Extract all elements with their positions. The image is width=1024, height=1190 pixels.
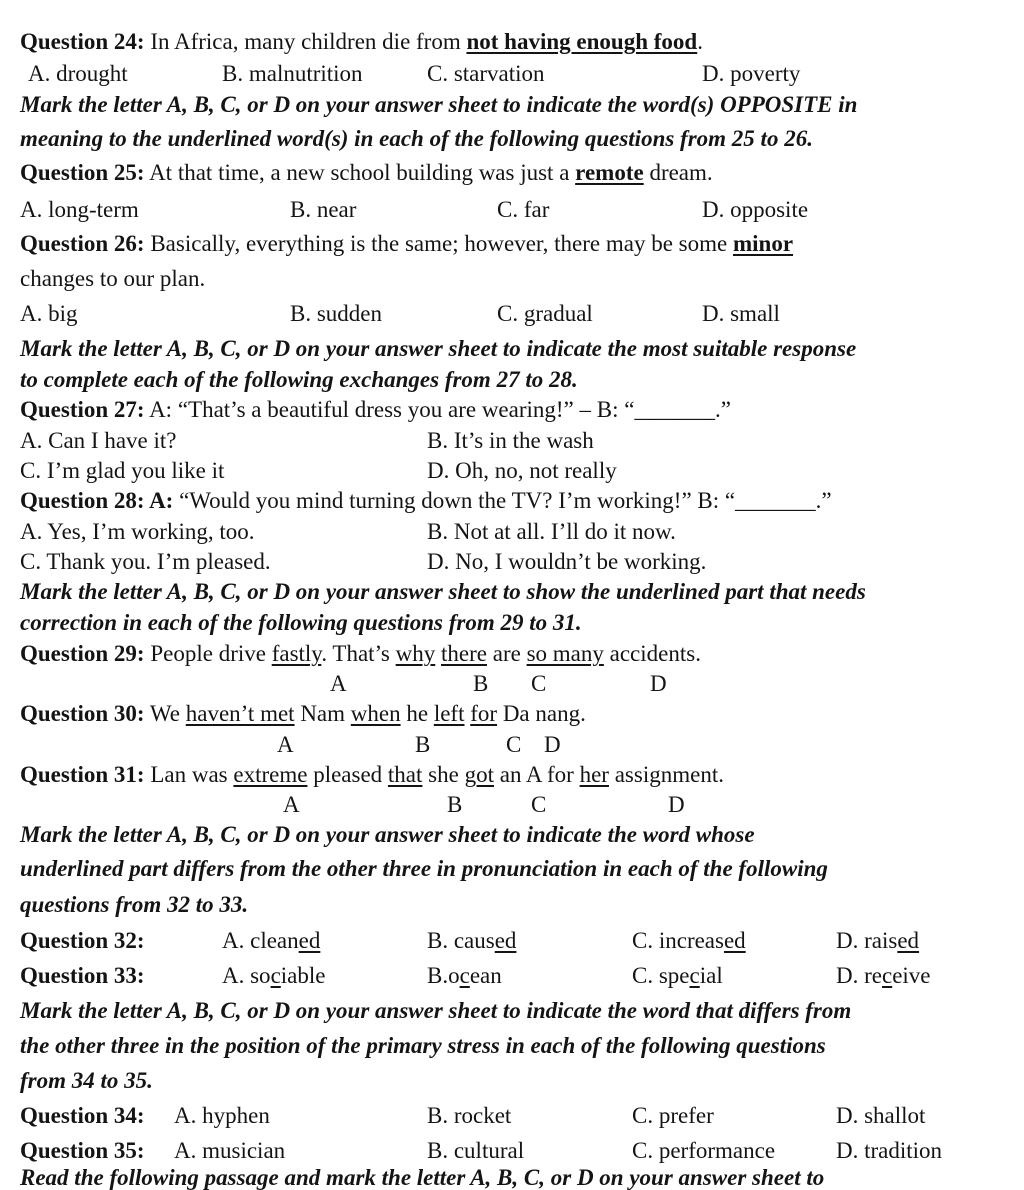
underlined-part-d: so many bbox=[526, 641, 604, 666]
option-a: A. long-term bbox=[20, 197, 139, 222]
option-d: D. opposite bbox=[702, 197, 809, 222]
part-label-a: A bbox=[277, 732, 294, 757]
option-a: A. sociable bbox=[222, 963, 326, 988]
question-33-label: Question 33: bbox=[20, 963, 145, 988]
question-label: Question 31: bbox=[20, 762, 145, 787]
underlined-part-d: her bbox=[579, 762, 609, 787]
option-a: A. hyphen bbox=[174, 1103, 270, 1128]
underlined-part-c: left bbox=[433, 701, 465, 726]
instruction-line: Mark the letter A, B, C, or D on your answer sheet to indicate the most suitable response bbox=[20, 336, 857, 361]
option-c: C. far bbox=[497, 197, 550, 222]
option-a: A. Can I have it? bbox=[20, 428, 177, 453]
option-c: C. increased bbox=[632, 928, 746, 953]
part-label-c: C bbox=[506, 732, 522, 757]
option-c: C. I’m glad you like it bbox=[20, 458, 225, 483]
option-a: A. musician bbox=[174, 1138, 286, 1163]
option-d: D. small bbox=[702, 301, 780, 326]
instruction-line: Mark the letter A, B, C, or D on your answer sheet to indicate the word that differs from bbox=[20, 998, 852, 1023]
option-a: A. Yes, I’m working, too. bbox=[20, 519, 255, 544]
instruction-line: to complete each of the following exchanges from 27 to 28. bbox=[20, 367, 578, 392]
part-label-c: C bbox=[531, 671, 547, 696]
question-34-label: Question 34: bbox=[20, 1103, 145, 1128]
underlined-part-a: extreme bbox=[233, 762, 308, 787]
instruction-line: Mark the letter A, B, C, or D on your answer sheet to show the underlined part that needs bbox=[20, 579, 866, 604]
question-label: Question 28: A: bbox=[20, 488, 174, 513]
question-31: Question 31: Lan was extreme pleased that she got an A for her assignment. bbox=[20, 762, 724, 787]
underlined-part-b: why bbox=[395, 641, 436, 666]
option-b: B.ocean bbox=[427, 963, 502, 988]
instruction-line: the other three in the position of the primary stress in each of the following questions bbox=[20, 1033, 826, 1058]
option-d: D. poverty bbox=[702, 61, 801, 86]
question-32-label: Question 32: bbox=[20, 928, 145, 953]
part-label-d: D bbox=[650, 671, 667, 696]
option-c: C. starvation bbox=[427, 61, 545, 86]
underlined-part-d: for bbox=[470, 701, 498, 726]
option-b: B. malnutrition bbox=[222, 61, 363, 86]
question-continuation: changes to our plan. bbox=[20, 266, 206, 291]
cutoff-instruction-line: Read the following passage and mark the letter A, B, C, or D on your answer sheet to bbox=[20, 1165, 825, 1190]
option-a: A. cleaned bbox=[222, 928, 321, 953]
option-b: B. It’s in the wash bbox=[427, 428, 594, 453]
option-d: D. tradition bbox=[836, 1138, 943, 1163]
option-c: C. special bbox=[632, 963, 723, 988]
option-c: C. performance bbox=[632, 1138, 776, 1163]
question-27: Question 27: A: “That’s a beautiful dress you are wearing!” – B: “_______.” bbox=[20, 397, 731, 422]
part-label-b: B bbox=[447, 792, 463, 817]
part-label-b: B bbox=[415, 732, 431, 757]
question-25: Question 25: At that time, a new school building was just a remote dream. bbox=[20, 160, 713, 185]
part-label-d: D bbox=[668, 792, 685, 817]
part-label-b: B bbox=[473, 671, 489, 696]
instruction-line: Mark the letter A, B, C, or D on your answer sheet to indicate the word whose bbox=[20, 822, 755, 847]
instruction-line: questions from 32 to 33. bbox=[20, 892, 249, 917]
question-28: Question 28: A: “Would you mind turning down the TV? I’m working!” B: “_______.” bbox=[20, 488, 832, 513]
question-30: Question 30: We haven’t met Nam when he left for Da nang. bbox=[20, 701, 586, 726]
question-29: Question 29: People drive fastly. That’s why there are so many accidents. bbox=[20, 641, 701, 666]
question-label: Question 27: bbox=[20, 397, 145, 422]
underlined-part-a: fastly bbox=[271, 641, 322, 666]
underlined-part-b: that bbox=[387, 762, 423, 787]
part-label-d: D bbox=[544, 732, 561, 757]
question-24: Question 24: In Africa, many children die from not having enough food. bbox=[20, 29, 703, 54]
instruction-line: from 34 to 35. bbox=[20, 1068, 153, 1093]
option-d: D. shallot bbox=[836, 1103, 926, 1128]
instruction-line: meaning to the underlined word(s) in each of the following questions from 25 to 26. bbox=[20, 126, 813, 151]
question-label: Question 24: bbox=[20, 29, 145, 54]
option-a: A. big bbox=[20, 301, 78, 326]
option-b: B. caused bbox=[427, 928, 517, 953]
option-d: D. raised bbox=[836, 928, 920, 953]
option-b: B. Not at all. I’ll do it now. bbox=[427, 519, 676, 544]
underlined-phrase: not having enough food bbox=[466, 29, 698, 54]
option-d: D. No, I wouldn’t be working. bbox=[427, 549, 707, 574]
question-label: Question 26: bbox=[20, 231, 145, 256]
answer-blank: _______ bbox=[634, 397, 715, 422]
option-d: D. Oh, no, not really bbox=[427, 458, 617, 483]
question-35-label: Question 35: bbox=[20, 1138, 145, 1163]
part-label-a: A bbox=[330, 671, 347, 696]
question-label: Question 30: bbox=[20, 701, 145, 726]
underlined-part-b: when bbox=[350, 701, 401, 726]
underlined-part-c: there bbox=[441, 641, 487, 666]
underlined-word: minor bbox=[732, 231, 794, 256]
instruction-line: Mark the letter A, B, C, or D on your answer sheet to indicate the word(s) OPPOSITE in bbox=[20, 92, 858, 117]
option-b: B. rocket bbox=[427, 1103, 512, 1128]
option-a: A. drought bbox=[28, 61, 128, 86]
instruction-line: underlined part differs from the other three in pronunciation in each of the following bbox=[20, 856, 828, 881]
underlined-part-a: haven’t met bbox=[185, 701, 295, 726]
option-b: B. near bbox=[290, 197, 357, 222]
option-c: C. gradual bbox=[497, 301, 593, 326]
underlined-part-c: got bbox=[464, 762, 494, 787]
underlined-word: remote bbox=[575, 160, 644, 185]
question-label: Question 29: bbox=[20, 641, 145, 666]
option-d: D. receive bbox=[836, 963, 931, 988]
option-b: B. sudden bbox=[290, 301, 382, 326]
option-b: B. cultural bbox=[427, 1138, 525, 1163]
option-c: C. Thank you. I’m pleased. bbox=[20, 549, 271, 574]
option-c: C. prefer bbox=[632, 1103, 714, 1128]
question-label: Question 25: bbox=[20, 160, 145, 185]
part-label-a: A bbox=[283, 792, 300, 817]
question-26: Question 26: Basically, everything is the same; however, there may be some minor bbox=[20, 231, 794, 256]
part-label-c: C bbox=[531, 792, 547, 817]
instruction-line: correction in each of the following questions from 29 to 31. bbox=[20, 610, 582, 635]
answer-blank: _______ bbox=[735, 488, 816, 513]
